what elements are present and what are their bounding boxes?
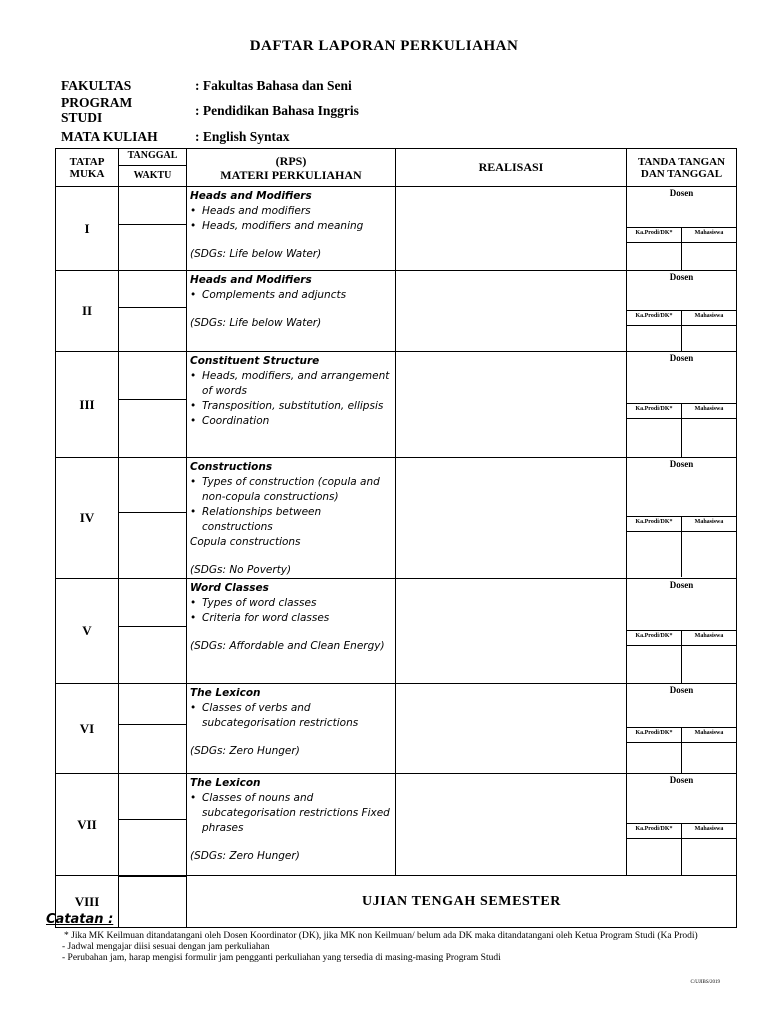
topic-list: [190, 791, 395, 836]
header-realisasi: REALISASI: [396, 149, 627, 187]
tanggal-field[interactable]: [119, 684, 186, 725]
tanggal-field[interactable]: [119, 187, 186, 225]
topic-heading: The Lexicon: [190, 777, 261, 789]
uts-label: UJIAN TENGAH SEMESTER: [187, 876, 737, 928]
topic-heading: Heads and Modifiers: [190, 274, 312, 286]
materi-cell: [187, 352, 396, 458]
mahasiswa-label: Mahasiswa: [694, 633, 724, 639]
kaprodi-label: Ka.Prodi/DK*: [635, 230, 673, 236]
notes-title: Catatan :: [46, 912, 114, 927]
header-tanggal: TANGGAL: [119, 149, 186, 166]
realisasi-field[interactable]: [396, 579, 627, 684]
lecture-report-table: [55, 148, 737, 187]
topic-item: • Heads, modifiers and meaning: [190, 219, 395, 234]
dosen-label: Dosen: [669, 272, 694, 282]
header-waktu: WAKTU: [133, 170, 172, 181]
fakultas-label: FAKULTAS: [61, 78, 132, 93]
mahasiswa-label: Mahasiswa: [694, 519, 724, 525]
tanggal-waktu-cell[interactable]: [119, 579, 187, 684]
sdg-label: (SDGs: Zero Hunger): [190, 850, 300, 862]
tanggal-waktu-cell[interactable]: [119, 271, 187, 352]
realisasi-field[interactable]: [396, 458, 627, 579]
signature-cell: [627, 187, 737, 271]
header-rps: (RPS): [275, 153, 307, 168]
row-number: VI: [56, 684, 119, 774]
mahasiswa-signature[interactable]: [682, 311, 736, 351]
table-row: [56, 774, 737, 876]
kaprodi-label: Ka.Prodi/DK*: [635, 826, 673, 832]
sdg-label: (SDGs: Life below Water): [190, 317, 322, 329]
note-item: - Perubahan jam, harap mengisi formulir jam pengganti perkuliahan yang tersedia di masing-masing Program Studi: [62, 953, 501, 963]
mahasiswa-label: Mahasiswa: [694, 730, 724, 736]
tanggal-waktu-cell[interactable]: [119, 352, 187, 458]
header-materi-label: MATERI PERKULIAHAN: [220, 167, 362, 182]
realisasi-field[interactable]: [396, 352, 627, 458]
topic-list: [190, 369, 395, 429]
kaprodi-signature[interactable]: [627, 728, 682, 773]
topic-list: [190, 288, 395, 303]
topic-item: • Heads and modifiers: [190, 204, 395, 219]
mahasiswa-label: Mahasiswa: [694, 406, 724, 412]
table-row: [56, 352, 737, 458]
kaprodi-label: Ka.Prodi/DK*: [635, 406, 673, 412]
notes-section: [46, 912, 736, 964]
signature-cell: [627, 684, 737, 774]
table-row: [56, 187, 737, 271]
prodi-value: : Pendidikan Bahasa Inggris: [195, 103, 359, 118]
signature-cell: [627, 352, 737, 458]
mahasiswa-label: Mahasiswa: [694, 313, 724, 319]
fakultas-value: : Fakultas Bahasa dan Seni: [195, 78, 352, 93]
mahasiswa-signature[interactable]: [682, 728, 736, 773]
mahasiswa-signature[interactable]: [682, 631, 736, 683]
note-item: * Jika MK Keilmuan ditandatangani oleh Dosen Koordinator (DK), jika MK non Keilmuan/ belum ada DK maka ditandatangani oleh Ketua Program Studi (Ka Prodi): [64, 931, 698, 941]
topic-list: [190, 475, 395, 535]
realisasi-field[interactable]: [396, 684, 627, 774]
topic-list: [190, 204, 395, 234]
table-row: [56, 458, 737, 579]
row-number: I: [56, 187, 119, 271]
mahasiswa-signature[interactable]: [682, 228, 736, 270]
signature-cell: [627, 271, 737, 352]
kaprodi-signature[interactable]: [627, 404, 682, 457]
topic-item: • Classes of nouns and subcategorisation restrictions Fixed phrases: [190, 791, 395, 836]
mk-label: MATA KULIAH: [61, 129, 158, 144]
dosen-label: Dosen: [669, 685, 694, 695]
sdg-label: (SDGs: Affordable and Clean Energy): [190, 640, 385, 652]
tanggal-field[interactable]: [119, 352, 186, 400]
sdg-label: (SDGs: Life below Water): [190, 248, 322, 260]
row-number: IV: [56, 458, 119, 579]
topic-item: • Complements and adjuncts: [190, 288, 395, 303]
topic-item: • Relationships between constructions: [190, 505, 395, 535]
topic-item: • Criteria for word classes: [190, 611, 395, 626]
kaprodi-label: Ka.Prodi/DK*: [635, 313, 673, 319]
materi-cell: [187, 774, 396, 876]
dosen-label: Dosen: [669, 459, 694, 469]
kaprodi-label: Ka.Prodi/DK*: [635, 633, 673, 639]
mahasiswa-label: Mahasiswa: [694, 826, 724, 832]
header-ttd: TANDA TANGAN DAN TANGGAL: [627, 149, 737, 187]
tanggal-field[interactable]: [119, 271, 186, 308]
kaprodi-label: Ka.Prodi/DK*: [635, 519, 673, 525]
topic-heading: The Lexicon: [190, 687, 261, 699]
topic-extra: Copula constructions: [190, 536, 301, 548]
materi-cell: [187, 579, 396, 684]
materi-cell: [187, 271, 396, 352]
topic-item: • Coordination: [190, 414, 395, 429]
materi-cell: [187, 458, 396, 579]
topic-list: [190, 701, 395, 731]
materi-cell: [187, 684, 396, 774]
signature-cell: [627, 579, 737, 684]
prodi-label: PROGRAM STUDI: [61, 95, 133, 125]
topic-heading: Constructions: [190, 461, 273, 473]
tanggal-field[interactable]: [119, 579, 186, 627]
tanggal-field[interactable]: [119, 458, 186, 513]
row-number: II: [56, 271, 119, 352]
table-row: [56, 579, 737, 684]
row-number: VII: [56, 774, 119, 876]
mahasiswa-label: Mahasiswa: [694, 230, 724, 236]
sdg-label: (SDGs: No Poverty): [190, 564, 292, 576]
topic-list: [190, 596, 395, 626]
realisasi-field[interactable]: [396, 774, 627, 876]
realisasi-field[interactable]: [396, 271, 627, 352]
dosen-label: Dosen: [669, 580, 694, 590]
note-item: - Jadwal mengajar diisi sesuai dengan jam perkuliahan: [62, 942, 270, 952]
tanggal-waktu-cell[interactable]: [119, 458, 187, 579]
footer-code: C/UJIBS/2019: [690, 980, 720, 985]
topic-item: • Types of word classes: [190, 596, 395, 611]
topic-item: • Transposition, substitution, ellipsis: [190, 399, 395, 414]
topic-item: • Heads, modifiers, and arrangement of words: [190, 369, 395, 399]
header-materi: [187, 149, 396, 187]
table-row: [56, 684, 737, 774]
lecture-rows-table: [55, 186, 737, 928]
realisasi-field[interactable]: [396, 187, 627, 271]
row-number: III: [56, 352, 119, 458]
topic-heading: Constituent Structure: [190, 355, 320, 367]
materi-cell: [187, 187, 396, 271]
signature-cell: [627, 458, 737, 579]
topic-heading: Word Classes: [190, 582, 269, 594]
dosen-label: Dosen: [669, 188, 694, 198]
header-tatap-muka: TATAP MUKA: [56, 149, 119, 187]
header-tanggal-waktu: [119, 149, 187, 187]
row-number: V: [56, 579, 119, 684]
kaprodi-signature[interactable]: [627, 631, 682, 683]
mk-value: : English Syntax: [195, 129, 290, 144]
kaprodi-signature[interactable]: [627, 228, 682, 270]
signature-cell: [627, 774, 737, 876]
document-title: DAFTAR LAPORAN PERKULIAHAN: [249, 38, 519, 54]
topic-item: • Types of construction (copula and non-copula constructions): [190, 475, 395, 505]
sdg-label: (SDGs: Zero Hunger): [190, 745, 300, 757]
topic-item: • Classes of verbs and subcategorisation restrictions: [190, 701, 395, 731]
kaprodi-signature[interactable]: [627, 517, 682, 577]
tanggal-waktu-cell[interactable]: [119, 774, 187, 876]
tanggal-field[interactable]: [119, 774, 186, 820]
table-header-row: [56, 149, 737, 187]
dosen-label: Dosen: [669, 353, 694, 363]
table-row: [56, 271, 737, 352]
kaprodi-signature[interactable]: [627, 824, 682, 875]
tanggal-waktu-cell[interactable]: [119, 684, 187, 774]
row-number: VIII: [56, 876, 119, 928]
mahasiswa-signature[interactable]: [682, 824, 736, 875]
kaprodi-label: Ka.Prodi/DK*: [635, 730, 673, 736]
kaprodi-signature[interactable]: [627, 311, 682, 351]
dosen-label: Dosen: [669, 775, 694, 785]
mahasiswa-signature[interactable]: [682, 517, 736, 577]
tanggal-waktu-cell[interactable]: [119, 187, 187, 271]
topic-heading: Heads and Modifiers: [190, 190, 312, 202]
mahasiswa-signature[interactable]: [682, 404, 736, 457]
